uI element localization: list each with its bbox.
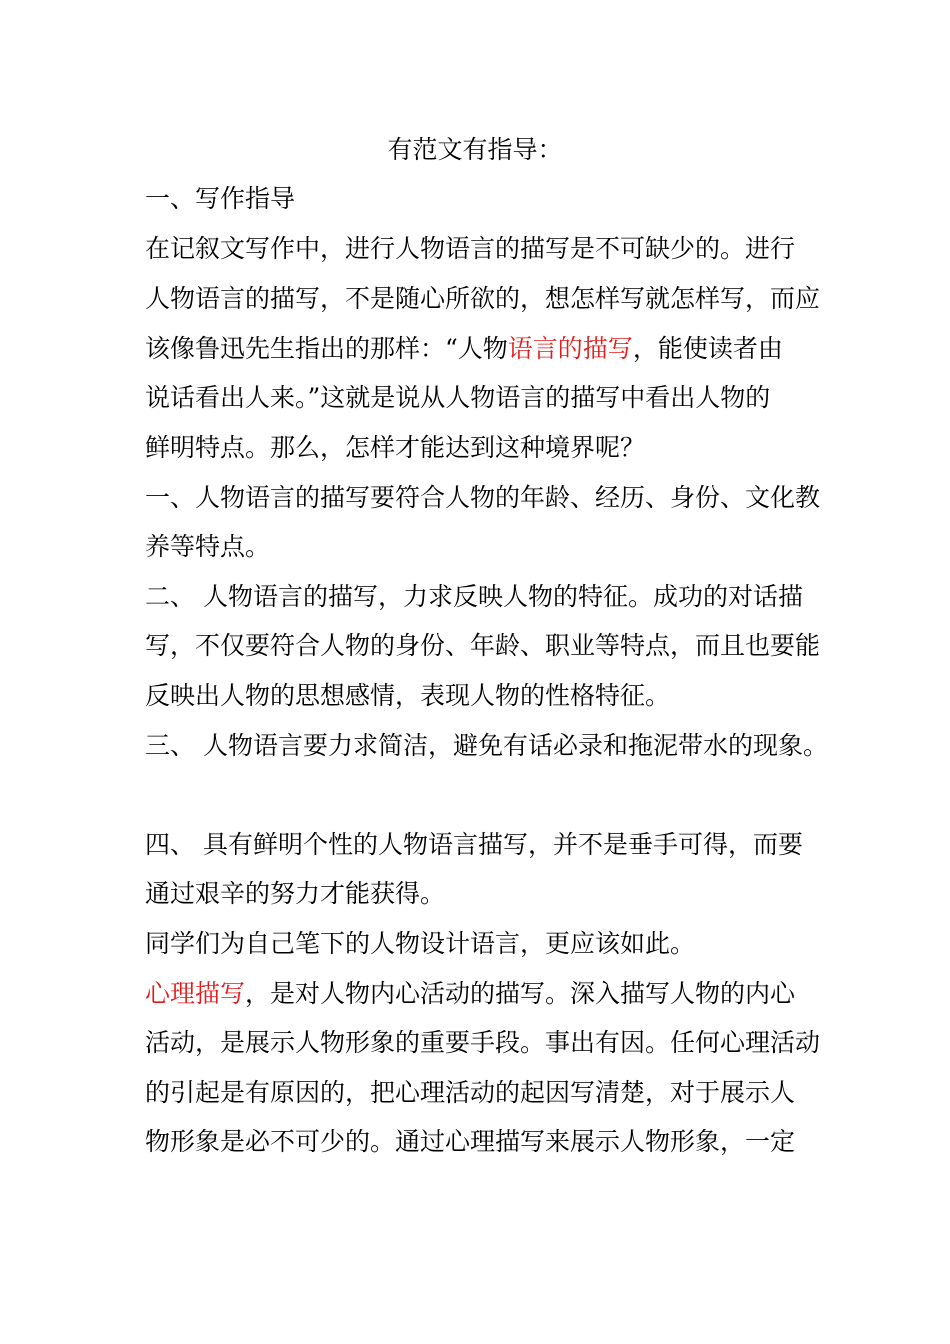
text-run: ，是对人物内心活动的描写。深入描写人物的内心 [245,979,796,1008]
list-item-line: 四、 具有鲜明个性的人物语言描写，并不是垂手可得，而要 [145,830,803,859]
section-heading: 一、写作指导 [145,184,296,213]
list-item-line: 通过艰辛的努力才能获得。 [145,879,446,908]
highlighted-term: 心理描写 [145,979,246,1008]
highlighted-term: 语言的描写 [507,334,633,363]
paragraph-line: 的引起是有原因的，把心理活动的起因写清楚，对于展示人 [145,1078,796,1107]
paragraph-line: 物形象是必不可少的。通过心理描写来展示人物形象，一定 [145,1127,796,1156]
paragraph-line: 活动，是展示人物形象的重要手段。事出有因。任何心理活动 [145,1028,821,1057]
page-title: 有范文有指导： [387,135,563,164]
paragraph-line: 说话看出人来。”这就是说从人物语言的描写中看出人物的 [145,383,771,412]
paragraph-line [145,972,795,1016]
list-item-line: 二、 人物语言的描写，力求反映人物的特征。成功的对话描 [145,582,803,611]
list-item-line: 一、人物语言的描写要符合人物的年龄、经历、身份、文化教 [145,483,821,512]
text-run: ，能使读者由 [632,334,783,363]
list-item-line: 养等特点。 [145,532,271,561]
list-item-line: 写，不仅要符合人物的身份、年龄、职业等特点，而且也要能 [145,631,821,660]
paragraph-line: 在记叙文写作中，进行人物语言的描写是不可缺少的。进行 [145,234,796,263]
list-item-line: 三、 人物语言要力求简洁，避免有话必录和拖泥带水的现象。 [145,731,828,760]
paragraph-line: 同学们为自己笔下的人物设计语言，更应该如此。 [145,929,696,958]
text-run: 该像鲁迅先生指出的那样：“人物 [145,334,508,363]
paragraph-line: 鲜明特点。那么，怎样才能达到这种境界呢？ [145,433,646,462]
paragraph-line [145,327,783,371]
paragraph-line: 人物语言的描写，不是随心所欲的，想怎样写就怎样写，而应 [145,284,821,313]
list-item-line: 反映出人物的思想感情，表现人物的性格特征。 [145,681,671,710]
